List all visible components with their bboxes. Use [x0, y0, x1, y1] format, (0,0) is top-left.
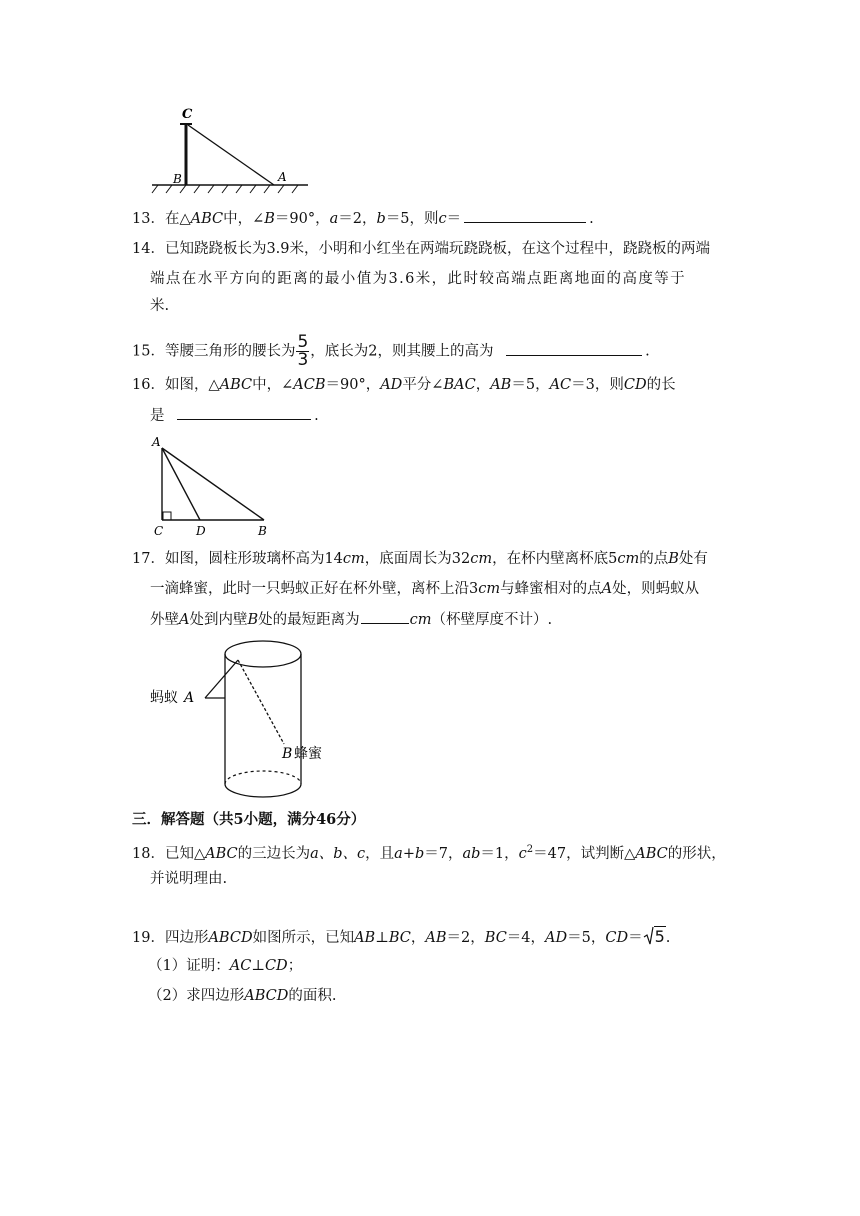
answer-blank-13[interactable]	[464, 208, 586, 223]
answer-blank-17[interactable]	[361, 609, 409, 624]
label-d: D	[196, 524, 206, 538]
question-16-line-1: 16．如图，△ABC中，∠ACB＝90°，AD平分∠BAC，AB＝5，AC＝3，则CD的长	[132, 377, 676, 393]
radical-sign-icon	[643, 926, 654, 946]
sqrt-5: 5	[643, 926, 666, 948]
question-13: 13．在△ABC中，∠B＝90°，a＝2，b＝5，则c＝ .	[132, 208, 594, 229]
cylinder-figure	[144, 636, 364, 802]
label-b: B	[258, 524, 267, 538]
question-17-line-1: 17．如图，圆柱形玻璃杯高为14cm，底面周长为32cm，在杯内壁离杯底5cm的点B处有	[132, 551, 708, 567]
label-a: A	[278, 170, 287, 184]
question-19-part-2: （2）求四边形ABCD的面积.	[148, 988, 337, 1004]
question-17-line-3: 外壁A处到内壁B处的最短距离为 cm（杯壁厚度不计）.	[150, 609, 552, 630]
fraction-5-3: $\frac{5}{3}$	[297, 332, 309, 370]
answer-blank-15[interactable]	[506, 341, 642, 356]
label-c: C	[154, 524, 164, 538]
label-a: A	[152, 435, 161, 449]
question-18-line-1: 18．已知△ABC的三边长为a、b、c，且a+b＝7，ab＝1，$c^2=47$，试判断△ABC的形状，	[132, 844, 726, 862]
ant-point-label: A	[184, 690, 195, 706]
honey-label: 蜂蜜	[294, 746, 322, 762]
ladder-figure	[148, 104, 312, 194]
question-14-line-2: 端点在水平方向的距离的最小值为3.6米，此时较高端点距离地面的高度等于	[150, 271, 687, 287]
question-15: 15．等腰三角形的腰长为 $\frac{5}{3}$ ，底长为2，则其腰上的高为 .	[132, 332, 650, 370]
answer-blank-16[interactable]	[177, 405, 311, 420]
question-16-line-2: 是 .	[150, 405, 319, 426]
honey-point-label: B	[282, 746, 293, 762]
question-19-part-1: （1）证明：AC⊥CD；	[148, 958, 303, 974]
section-3-title: 三．解答题（共5小题，满分46分）	[132, 811, 366, 828]
label-c: C	[182, 107, 193, 122]
triangle-figure	[148, 432, 278, 538]
question-14-line-1: 14．已知跷跷板长为3.9米，小明和小红坐在两端玩跷跷板，在这个过程中，跷跷板的两端	[132, 241, 711, 257]
question-18-line-2: 并说明理由.	[150, 871, 228, 887]
question-19-line-1: 19．四边形ABCD如图所示，已知AB⊥BC，AB＝2，BC＝4，AD＝5，CD＝ 5.	[132, 927, 671, 946]
ant-label: 蚂蚁	[150, 690, 178, 706]
label-b: B	[173, 172, 182, 186]
question-17-line-2: 一滴蜂蜜，此时一只蚂蚁正好在杯外壁，离杯上沿3cm与蜂蜜相对的点A处，则蚂蚁从	[150, 581, 700, 597]
question-14-line-3: 米.	[150, 298, 170, 314]
